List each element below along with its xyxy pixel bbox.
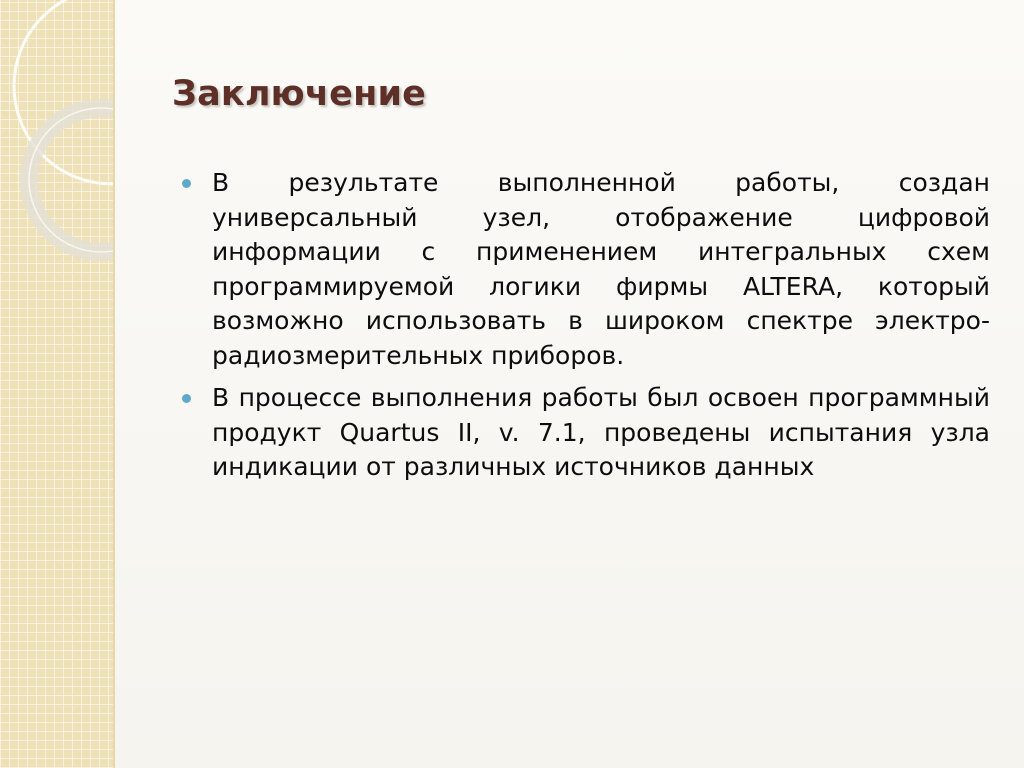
bullet-text: В результате выполненной работы, создан универсальный узел, отображение цифровой информации с применением интегральных схем программируемой логики фирмы ALTERA, который возможно использовать в широком спектре электро-радиозмерительных приборов.	[212, 168, 990, 370]
bullet-list	[182, 166, 990, 493]
side-panel-edge	[113, 0, 115, 768]
bullet-text: В процессе выполнения работы был освоен программный продукт Quartus II, v. 7.1, проведены испытания узла индикации от различных источников данных	[212, 383, 990, 481]
bullet-item	[182, 166, 990, 373]
decorative-circles	[0, 0, 113, 768]
decorative-side-panel	[0, 0, 113, 768]
slide-title: Заключение	[172, 74, 427, 114]
bullet-item	[182, 381, 990, 485]
bullet-dot-icon	[182, 179, 191, 188]
bullet-dot-icon	[182, 394, 191, 403]
